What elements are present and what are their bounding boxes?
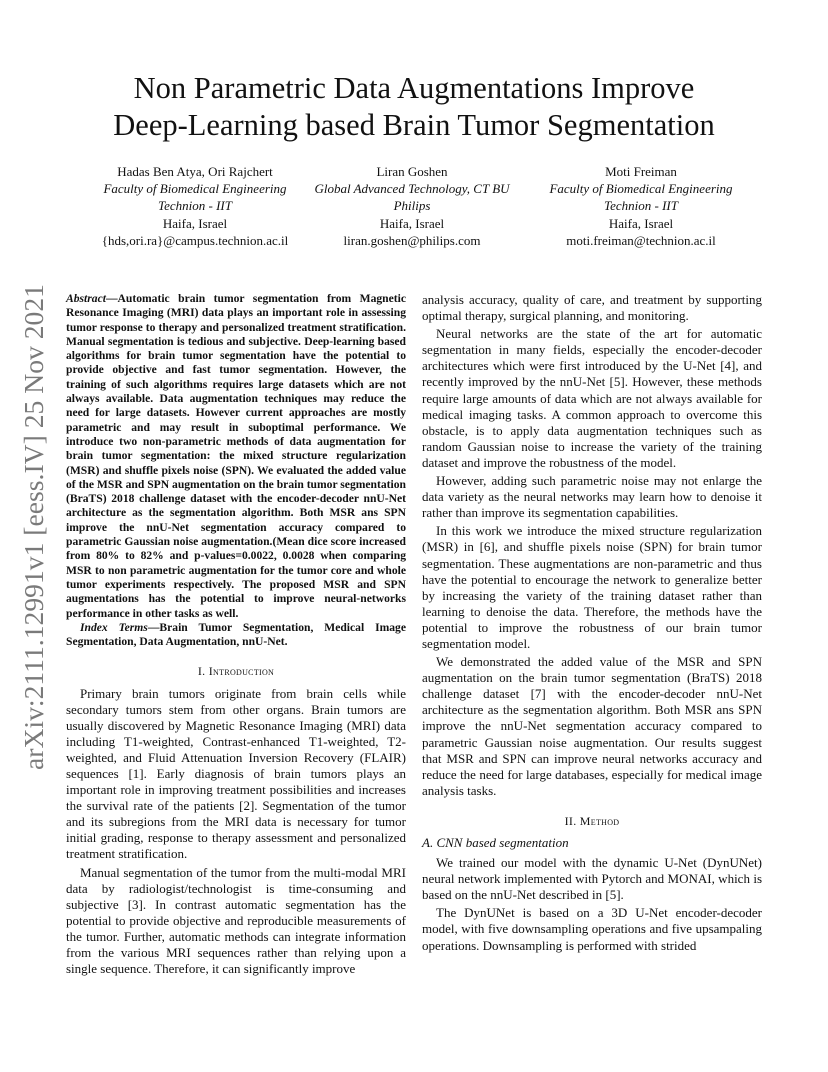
author-1 — [70, 163, 320, 249]
title-line-2: Deep-Learning based Brain Tumor Segmentation — [113, 108, 715, 142]
author-2-affiliation-1: Global Advanced Technology, CT BU — [314, 181, 510, 197]
section-heading-introduction: I. Introduction — [197, 664, 275, 679]
title-line-1: Non Parametric Data Augmentations Improve — [133, 71, 695, 105]
arxiv-identifier — [8, 282, 52, 772]
abstract — [66, 292, 406, 621]
author-2-affiliation-2: Philips — [393, 198, 431, 214]
author-1-affiliation-1: Faculty of Biomedical Engineering — [103, 181, 287, 197]
right-column — [422, 292, 762, 954]
index-terms-label: Index Terms — [80, 620, 148, 634]
author-2-location: Haifa, Israel — [379, 215, 445, 231]
author-3-affiliation-2: Technion - IIT — [604, 198, 678, 214]
left-column — [66, 292, 406, 977]
intro-paragraph-1: Primary brain tumors originate from brain cells while secondary tumors stem from other organs. Brain tumors are usually discovered by Magnetic Resonance Imaging (MRI) data including T1-weighted, Contrast-enhanced T1-weighted, T2-weighted, and Fluid Attenuation Inversion Recovery (FLAIR) sequences [1]. Early diagnosis of brain tumors plays an important role in improving treatment possibilities and increases the survival rate of the patients [2]. Segmentation of the tumor and its subregions from the MRI data is necessary for tumor initial grading, response to therapy assessment and personalized treatment stratification. — [66, 685, 406, 862]
section-heading-method: II. Method — [564, 813, 620, 828]
author-3-affiliation-1: Faculty of Biomedical Engineering — [549, 181, 733, 197]
author-1-email: {hds,ori.ra}@campus.technion.ac.il — [101, 232, 289, 248]
right-paragraph-2: However, adding such parametric noise may not enlarge the data variety as the neural networks may learn how to denoise it rather than improve its segmentation capabilities. — [422, 473, 762, 521]
method-paragraph-1: We trained our model with the dynamic U-Net (DynUNet) neural network implemented with Pytorch and MONAI, which is based on the nnU-Net described in [5]. — [422, 855, 762, 903]
abstract-text: —Automatic brain tumor segmentation from Magnetic Resonance Imaging (MRI) data plays an important role in assessing tumor response to therapy and personalized treatment stratification. Manual segmentation is tedious and subjective. Deep-learning based algorithms for brain tumor segmentation have the potential to provide objective and fast tumor segmentation. However, the training of such algorithms requires large datasets which are not always available. Data augmentation techniques may reduce the need for large datasets. However current approaches are mostly parametric and may result in suboptimal performance. We introduce two non-parametric methods of data augmentation for brain tumor segmentation: the mixed structure regularization (MSR) and shuffle pixels noise (SPN). We evaluated the added value of the MSR and SPN augmentation on the brain tumor segmentation (BraTS) 2018 challenge dataset with the encoder-decoder nnU-Net architecture as the segmentation algorithm. Both MSR ans SPN improve the nnU-Net segmentation accuracy compared to parametric Gaussian noise augmentation.(Mean dice score increased from 80% to 82% and p-values=0.0022, 0.0028 when comparing MSR to non parametric augmentation for the tumor core and whole tumor experiments respectively. The proposed MSR and SPN augmentations has the potential to improve neural-networks performance in other tasks as well. — [66, 292, 406, 620]
right-paragraph-4: We demonstrated the added value of the MSR and SPN augmentation on the brain tumor segmentation (BraTS) 2018 challenge dataset [7] with the encoder-decoder nnU-Net architecture as the segmentation algorithm. Both MSR ans SPN improve the nnU-Net segmentation accuracy compared to parametric Gaussian noise augmentation. Our results suggest that MSR and SPN can improve neural networks accuracy and reduce the need for large databases, especially for medical image analysis tasks. — [422, 654, 762, 798]
author-1-name: Hadas Ben Atya, Ori Rajchert — [117, 164, 273, 179]
index-terms — [66, 621, 406, 650]
author-block — [70, 163, 770, 253]
right-paragraph-1: Neural networks are the state of the art for automatic segmentation in many fields, especially the encoder-decoder architectures which were first introduced by the U-Net [4], and recently improved by the nnU-Net [5]. However, these methods require large amounts of data which are not always available for medical imaging tasks. A common approach to overcome this obstacle, is to apply data augmentation techniques such as random Gaussian noise to increase the variety of the training dataset and improve the robustness of the model. — [422, 326, 762, 470]
index-terms-text: —Brain Tumor Segmentation, Medical Image Segmentation, Data Augmentation, nnU-Net. — [66, 620, 406, 649]
abstract-label: Abstract — [66, 292, 106, 305]
author-3-email: moti.freiman@technion.ac.il — [566, 232, 716, 248]
right-paragraph-3: In this work we introduce the mixed structure regularization (MSR) in [6], and shuffle pixels noise (SPN) for brain tumor segmentation. These augmentations are non-parametric and thus have the potential to encourage the network to generalize better by increasing the variety of the training dataset rather than learning to denoise the data. Therefore, the methods have the potential to improve the robustness of our brain tumor segmentation model. — [422, 523, 762, 651]
intro-paragraph-2: Manual segmentation of the tumor from the multi-modal MRI data by radiologist/technologist is time-consuming and subjective [3]. In contrast automatic segmentation has the potential to provide objective and reproducible measurements of the tumor. Further, automatic methods can integrate information from the various MRI sequences rather than relying upon a single sequence. Therefore, it can significantly improve — [66, 864, 406, 977]
author-2-email: liran.goshen@philips.com — [343, 232, 481, 248]
author-3-name: Moti Freiman — [605, 164, 677, 179]
subsection-heading-cnn: A. CNN based segmentation — [422, 835, 569, 850]
author-1-location: Haifa, Israel — [162, 215, 228, 231]
paper-title — [60, 70, 768, 144]
method-paragraph-2: The DynUNet is based on a 3D U-Net encoder-decoder model, with five downsampling operations and five upsampaling operations. Downsampling is performed with strided — [422, 905, 762, 953]
author-3-location: Haifa, Israel — [608, 215, 674, 231]
right-paragraph-continued: analysis accuracy, quality of care, and treatment by supporting optimal therapy, surgical planning, and monitoring. — [422, 292, 762, 324]
author-2 — [292, 163, 532, 249]
arxiv-id-text: arXiv:2111.12991v1 [eess.IV] 25 Nov 2021 — [19, 295, 49, 770]
author-1-affiliation-2: Technion - IIT — [158, 198, 232, 214]
author-3 — [526, 163, 756, 249]
author-2-name: Liran Goshen — [376, 164, 448, 179]
